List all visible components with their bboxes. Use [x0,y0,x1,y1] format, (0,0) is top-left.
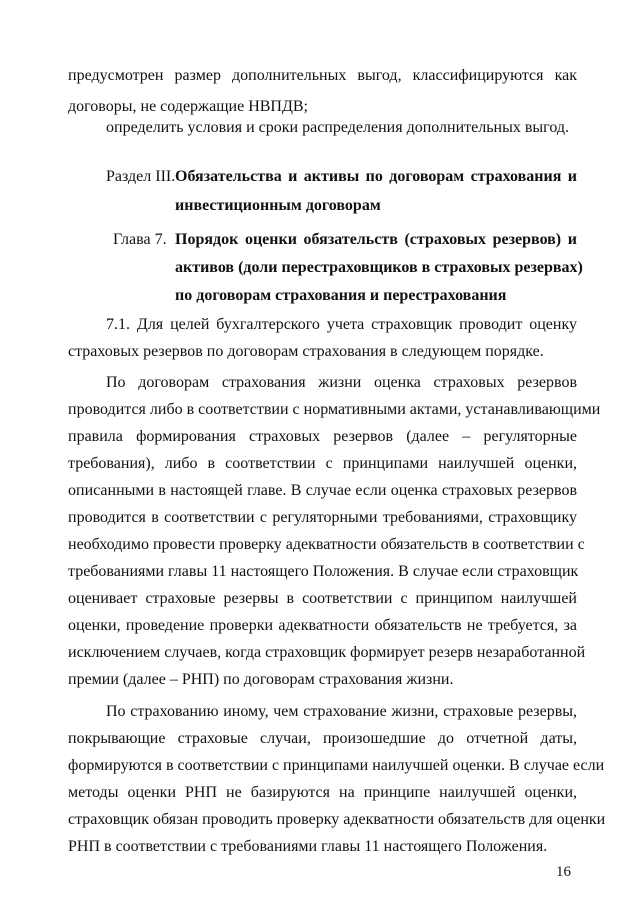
paragraph-line: формируются в соответствии с принципами наилучшей оценки. В случае если [68,757,605,774]
intro-line: определить условия и сроки распределения дополнительных выгод. [106,119,569,136]
paragraph-line: методы оценки РНП не базируются на принципе наилучшей оценки, [68,784,577,801]
paragraph-line: правила формирования страховых резервов (далее – регуляторные [68,428,577,445]
paragraph-line: страховых резервов по договорам страхования в следующем порядке. [68,343,544,360]
paragraph-line: По договорам страхования жизни оценка страховых резервов [106,374,577,391]
paragraph-line: 7.1. Для целей бухгалтерского учета страховщик проводит оценку [106,316,577,333]
intro-line: предусмотрен размер дополнительных выгод, классифицируются как [68,67,577,84]
paragraph-line: требованиями главы 11 настоящего Положения. В случае если страховщик [68,563,579,580]
paragraph-line: требования), либо в соответствии с принципами наилучшей оценки, [68,455,577,472]
paragraph-line: проводится либо в соответствии с нормативными актами, устанавливающими [68,401,601,418]
chapter-label: Глава 7. [113,231,167,248]
paragraph-line: описанными в настоящей главе. В случае если оценка страховых резервов [68,482,577,499]
paragraph-line: По страхованию иному, чем страхование жизни, страховые резервы, [106,703,577,720]
paragraph-line: проводится в соответствии с регуляторными требованиями, страховщику [68,509,577,526]
paragraph-line: РНП в соответствии с требованиями главы 11 настоящего Положения. [68,838,548,855]
paragraph-line: покрывающие страховые случаи, произошедшие до отчетной даты, [68,730,577,747]
page-number: 16 [556,864,571,880]
paragraph-line: исключением случаев, когда страховщик формирует резерв незаработанной [68,644,586,661]
paragraph-line: оценивает страховые резервы в соответствии с принципом наилучшей [68,590,577,607]
paragraph-line: оценки, проведение проверки адекватности обязательств не требуется, за [68,617,577,634]
chapter-title-line: активов (доли перестраховщиков в страховых резервах) [175,259,583,276]
paragraph-line: необходимо провести проверку адекватности обязательств в соответствии с [68,536,585,553]
chapter-title-line: по договорам страхования и перестрахования [175,287,507,304]
section-label: Раздел III. [106,168,176,185]
chapter-title-line: Порядок оценки обязательств (страховых резервов) и [175,231,577,248]
section-title-line: инвестиционным договорам [175,197,381,214]
intro-line: договоры, не содержащие НВПДВ; [68,98,308,115]
paragraph-line: страховщик обязан проводить проверку адекватности обязательств для оценки [68,811,606,828]
paragraph-line: премии (далее – РНП) по договорам страхования жизни. [68,671,454,688]
section-title-line: Обязательства и активы по договорам страхования и [175,168,577,185]
